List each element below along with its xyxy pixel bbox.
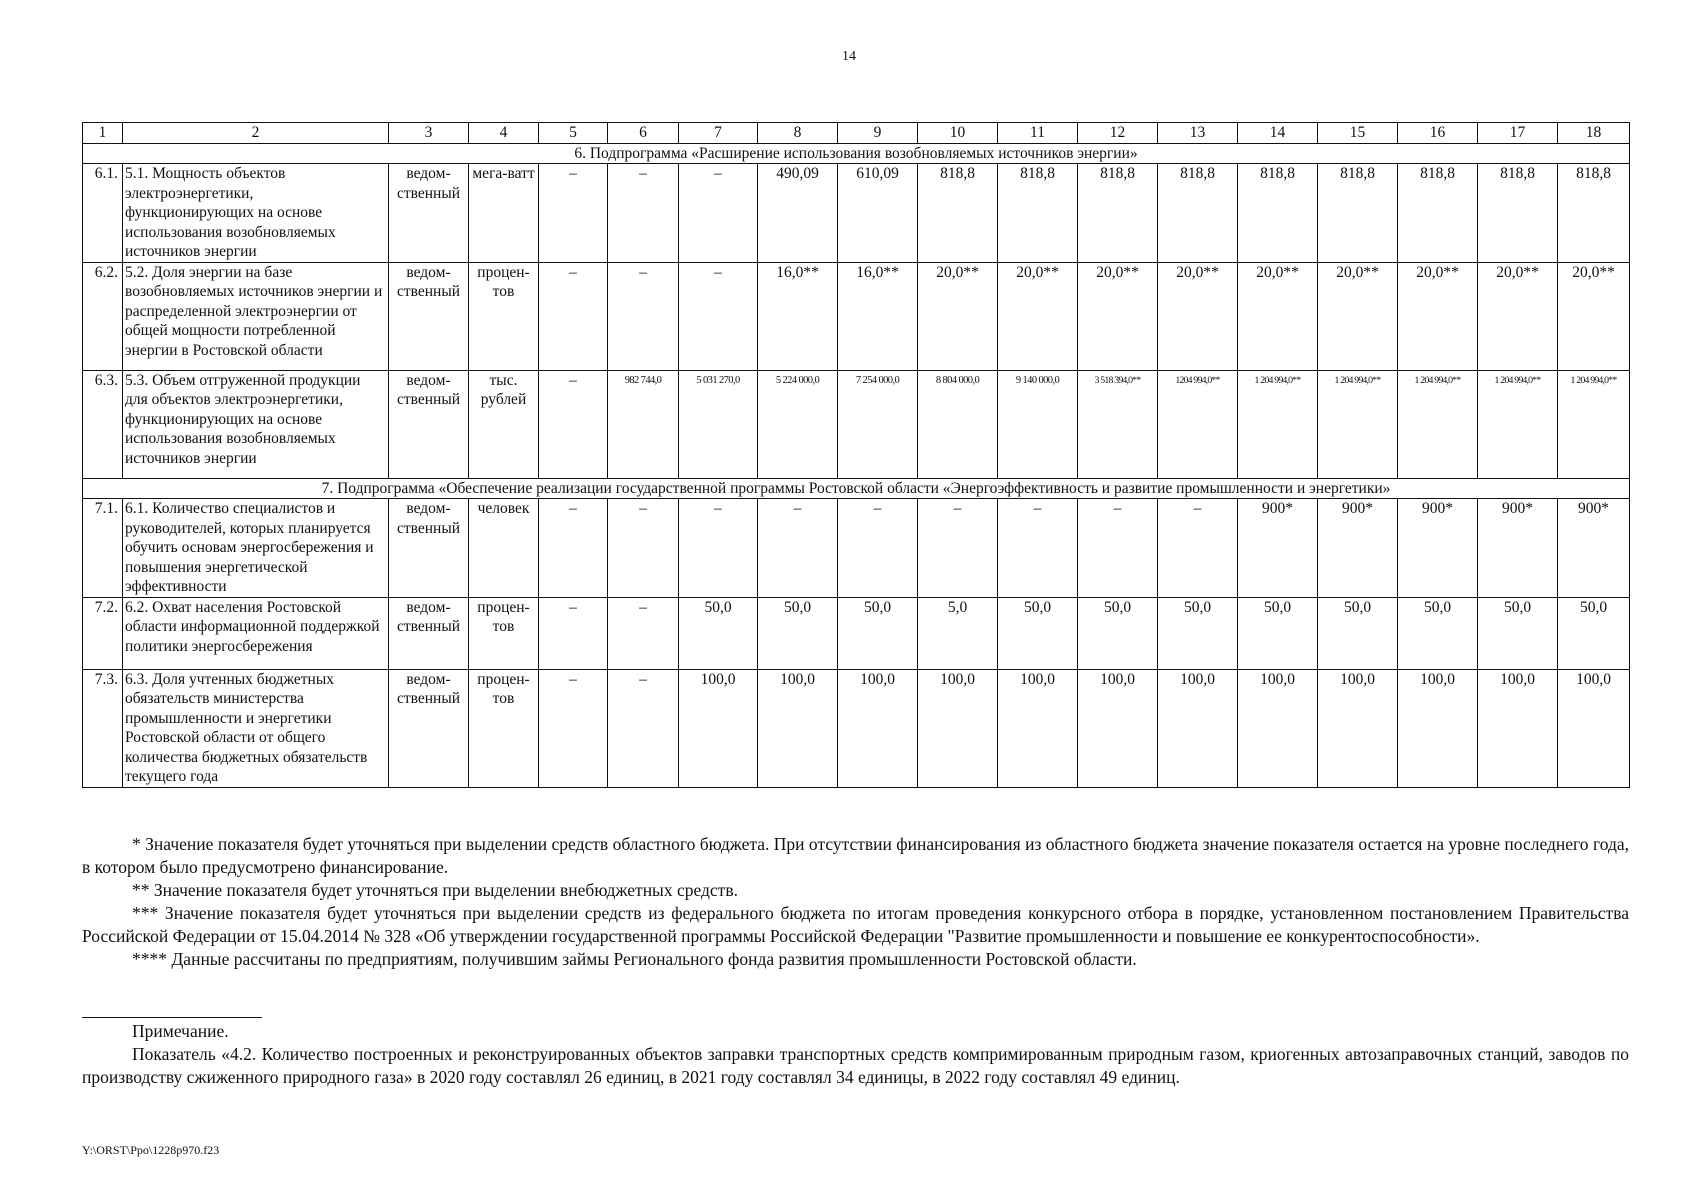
value-cell: – [998,499,1078,598]
footnote-1: * Значение показателя будет уточняться при выделении средств областного бюджета. При отсутствии финансирования из областного бюджета значение показателя остается на уровне последнего года, в котором было предусмотрено финансирование. [82,834,1629,877]
value-cell: – [679,499,758,598]
value-cell: 16,0** [758,262,838,370]
value-cell: – [539,499,608,598]
value-cell: 900* [1238,499,1318,598]
indicator-name: 5.2. Доля энергии на базе возобновляемых источников энергии и распределенной электроэнергии от общей мощности потребленной энергии в Ростовской области [123,262,389,370]
note-divider [82,1017,262,1018]
value-cell: 818,8 [1318,164,1398,263]
indicator-name: 6.2. Охват населения Ростовской области информационной поддержкой политики энергосбережения [123,597,389,669]
table-row [83,499,1630,598]
value-cell: 100,0 [758,669,838,787]
value-cell: – [539,669,608,787]
value-cell: 20,0** [1558,262,1630,370]
value-cell: 818,8 [1478,164,1558,263]
value-cell: 50,0 [1238,597,1318,669]
header-cell: 10 [918,123,998,144]
header-cell: 4 [469,123,539,144]
value-cell: 1 204 994,0** [1398,370,1478,478]
header-cell: 5 [539,123,608,144]
value-cell: 100,0 [679,669,758,787]
value-cell: 50,0 [679,597,758,669]
value-cell: 50,0 [1398,597,1478,669]
value-cell: 20,0** [998,262,1078,370]
value-cell: 818,8 [1238,164,1318,263]
value-cell: 5 031 270,0 [679,370,758,478]
value-cell: 490,09 [758,164,838,263]
note [82,1020,1629,1089]
value-cell: 20,0** [1158,262,1238,370]
value-cell: 8 804 000,0 [918,370,998,478]
note-title: Примечание. [132,1021,229,1041]
value-cell: – [539,164,608,263]
row-number: 6.1. [83,164,123,263]
value-cell: 50,0 [1478,597,1558,669]
value-cell: 20,0** [918,262,998,370]
indicator-name: 5.1. Мощность объектов электроэнергетики, функционирующих на основе использования возобновляемых источников энергии [123,164,389,263]
value-cell: 100,0 [838,669,918,787]
indicator-type: ведом-ственный [389,164,469,263]
value-cell: 100,0 [1558,669,1630,787]
value-cell: 900* [1398,499,1478,598]
value-cell: – [758,499,838,598]
value-cell: 1 204 994,0** [1558,370,1630,478]
value-cell: 818,8 [1158,164,1238,263]
indicator-type: ведом-ственный [389,597,469,669]
value-cell: 100,0 [918,669,998,787]
unit: процен-тов [469,262,539,370]
footnote-2: ** Значение показателя будет уточняться при выделении внебюджетных средств. [132,880,738,900]
value-cell: 5 224 000,0 [758,370,838,478]
table-row [83,164,1630,263]
row-number: 7.2. [83,597,123,669]
header-cell: 16 [1398,123,1478,144]
value-cell: 9 140 000,0 [998,370,1078,478]
header-cell: 6 [608,123,679,144]
indicator-type: ведом-ственный [389,669,469,787]
header-cell: 13 [1158,123,1238,144]
header-cell: 9 [838,123,918,144]
value-cell: 1 204 994,0** [1238,370,1318,478]
section-title: 7. Подпрограмма «Обеспечение реализации государственной программы Ростовской области «Энергоэффективность и развитие промышленности и энергетики» [83,478,1630,499]
indicator-type: ведом-ственный [389,370,469,478]
section-row [83,478,1630,499]
value-cell: 1 204 994,0** [1318,370,1398,478]
value-cell: – [608,164,679,263]
indicators-table [82,122,1630,788]
value-cell: – [679,262,758,370]
indicator-name: 5.3. Объем отгруженной продукции для объектов электроэнергетики, функционирующих на основе использования возобновляемых источников энергии [123,370,389,478]
header-cell: 8 [758,123,838,144]
header-cell: 11 [998,123,1078,144]
footnote-3: *** Значение показателя будет уточняться при выделении средств из федерального бюджета по итогам проведения конкурсного отбора в порядке, установленном постановлением Правительства Российской Федерации от 15.04.2014 № 328 «Об утверждении государственной программы Российской Федерации "Развитие промышленности и повышение ее конкурентоспособности». [82,903,1629,946]
value-cell: 50,0 [1078,597,1158,669]
value-cell: 50,0 [838,597,918,669]
value-cell: 100,0 [1318,669,1398,787]
header-cell: 3 [389,123,469,144]
value-cell: 818,8 [1398,164,1478,263]
section-title: 6. Подпрограмма «Расширение использования возобновляемых источников энергии» [83,143,1630,164]
value-cell: 100,0 [998,669,1078,787]
header-cell: 14 [1238,123,1318,144]
value-cell: 100,0 [1478,669,1558,787]
header-cell: 2 [123,123,389,144]
value-cell: 1204 994,0** [1158,370,1238,478]
footnotes [82,833,1629,971]
value-cell: 7 254 000,0 [838,370,918,478]
section-row [83,143,1630,164]
value-cell: – [918,499,998,598]
value-cell: – [838,499,918,598]
value-cell: – [539,262,608,370]
value-cell: 818,8 [1558,164,1630,263]
value-cell: – [608,499,679,598]
value-cell: 20,0** [1078,262,1158,370]
header-cell: 18 [1558,123,1630,144]
header-cell: 7 [679,123,758,144]
indicator-name: 6.3. Доля учтенных бюджетных обязательств министерства промышленности и энергетики Ростовской области от общего количества бюджетных обязательств текущего года [123,669,389,787]
value-cell: 50,0 [1558,597,1630,669]
page-number: 14 [842,49,856,64]
value-cell: 3 518 394,0** [1078,370,1158,478]
value-cell: 20,0** [1398,262,1478,370]
value-cell: 610,09 [838,164,918,263]
value-cell: 100,0 [1158,669,1238,787]
value-cell: 1 204 994,0** [1478,370,1558,478]
value-cell: – [608,597,679,669]
header-cell: 15 [1318,123,1398,144]
value-cell: 50,0 [1318,597,1398,669]
indicator-type: ведом-ственный [389,499,469,598]
value-cell: 20,0** [1478,262,1558,370]
row-number: 6.3. [83,370,123,478]
value-cell: 100,0 [1238,669,1318,787]
table-row [83,669,1630,787]
unit: процен-тов [469,669,539,787]
value-cell: 100,0 [1398,669,1478,787]
value-cell: 20,0** [1318,262,1398,370]
value-cell: – [608,262,679,370]
value-cell: – [1078,499,1158,598]
value-cell: – [1158,499,1238,598]
value-cell: 50,0 [758,597,838,669]
header-cell: 12 [1078,123,1158,144]
indicator-type: ведом-ственный [389,262,469,370]
table-body [83,123,1630,788]
header-cell: 17 [1478,123,1558,144]
value-cell: – [608,669,679,787]
unit: тыс. рублей [469,370,539,478]
value-cell: 982 744,0 [608,370,679,478]
footnote-4: **** Данные рассчитаны по предприятиям, получившим займы Регионального фонда развития промышленности Ростовской области. [132,949,1137,969]
value-cell: 818,8 [918,164,998,263]
value-cell: 900* [1318,499,1398,598]
value-cell: 900* [1558,499,1630,598]
table-row [83,262,1630,370]
header-cell: 1 [83,123,123,144]
value-cell: – [539,597,608,669]
value-cell: 16,0** [838,262,918,370]
note-text: Показатель «4.2. Количество построенных и реконструированных объектов заправки транспортных средств компримированным природным газом, криогенных автозаправочных станций, заводов по производству сжиженного природного газа» в 2020 году составлял 26 единиц, в 2021 году составлял 34 единицы, в 2022 году составлял 49 единиц. [82,1044,1629,1087]
value-cell: 100,0 [1078,669,1158,787]
value-cell: – [539,370,608,478]
value-cell: 818,8 [998,164,1078,263]
value-cell: 50,0 [998,597,1078,669]
table-row [83,597,1630,669]
header-row [83,123,1630,144]
row-number: 6.2. [83,262,123,370]
table-row [83,370,1630,478]
unit: мега-ватт [469,164,539,263]
value-cell: 5,0 [918,597,998,669]
row-number: 7.3. [83,669,123,787]
value-cell: 818,8 [1078,164,1158,263]
value-cell: 900* [1478,499,1558,598]
unit: процен-тов [469,597,539,669]
file-path: Y:\ORST\Ppo\1228p970.f23 [82,1143,220,1157]
row-number: 7.1. [83,499,123,598]
indicator-name: 6.1. Количество специалистов и руководителей, которых планируется обучить основам энергосбережения и повышения энергетической эффективности [123,499,389,598]
value-cell: – [679,164,758,263]
unit: человек [469,499,539,598]
value-cell: 50,0 [1158,597,1238,669]
value-cell: 20,0** [1238,262,1318,370]
